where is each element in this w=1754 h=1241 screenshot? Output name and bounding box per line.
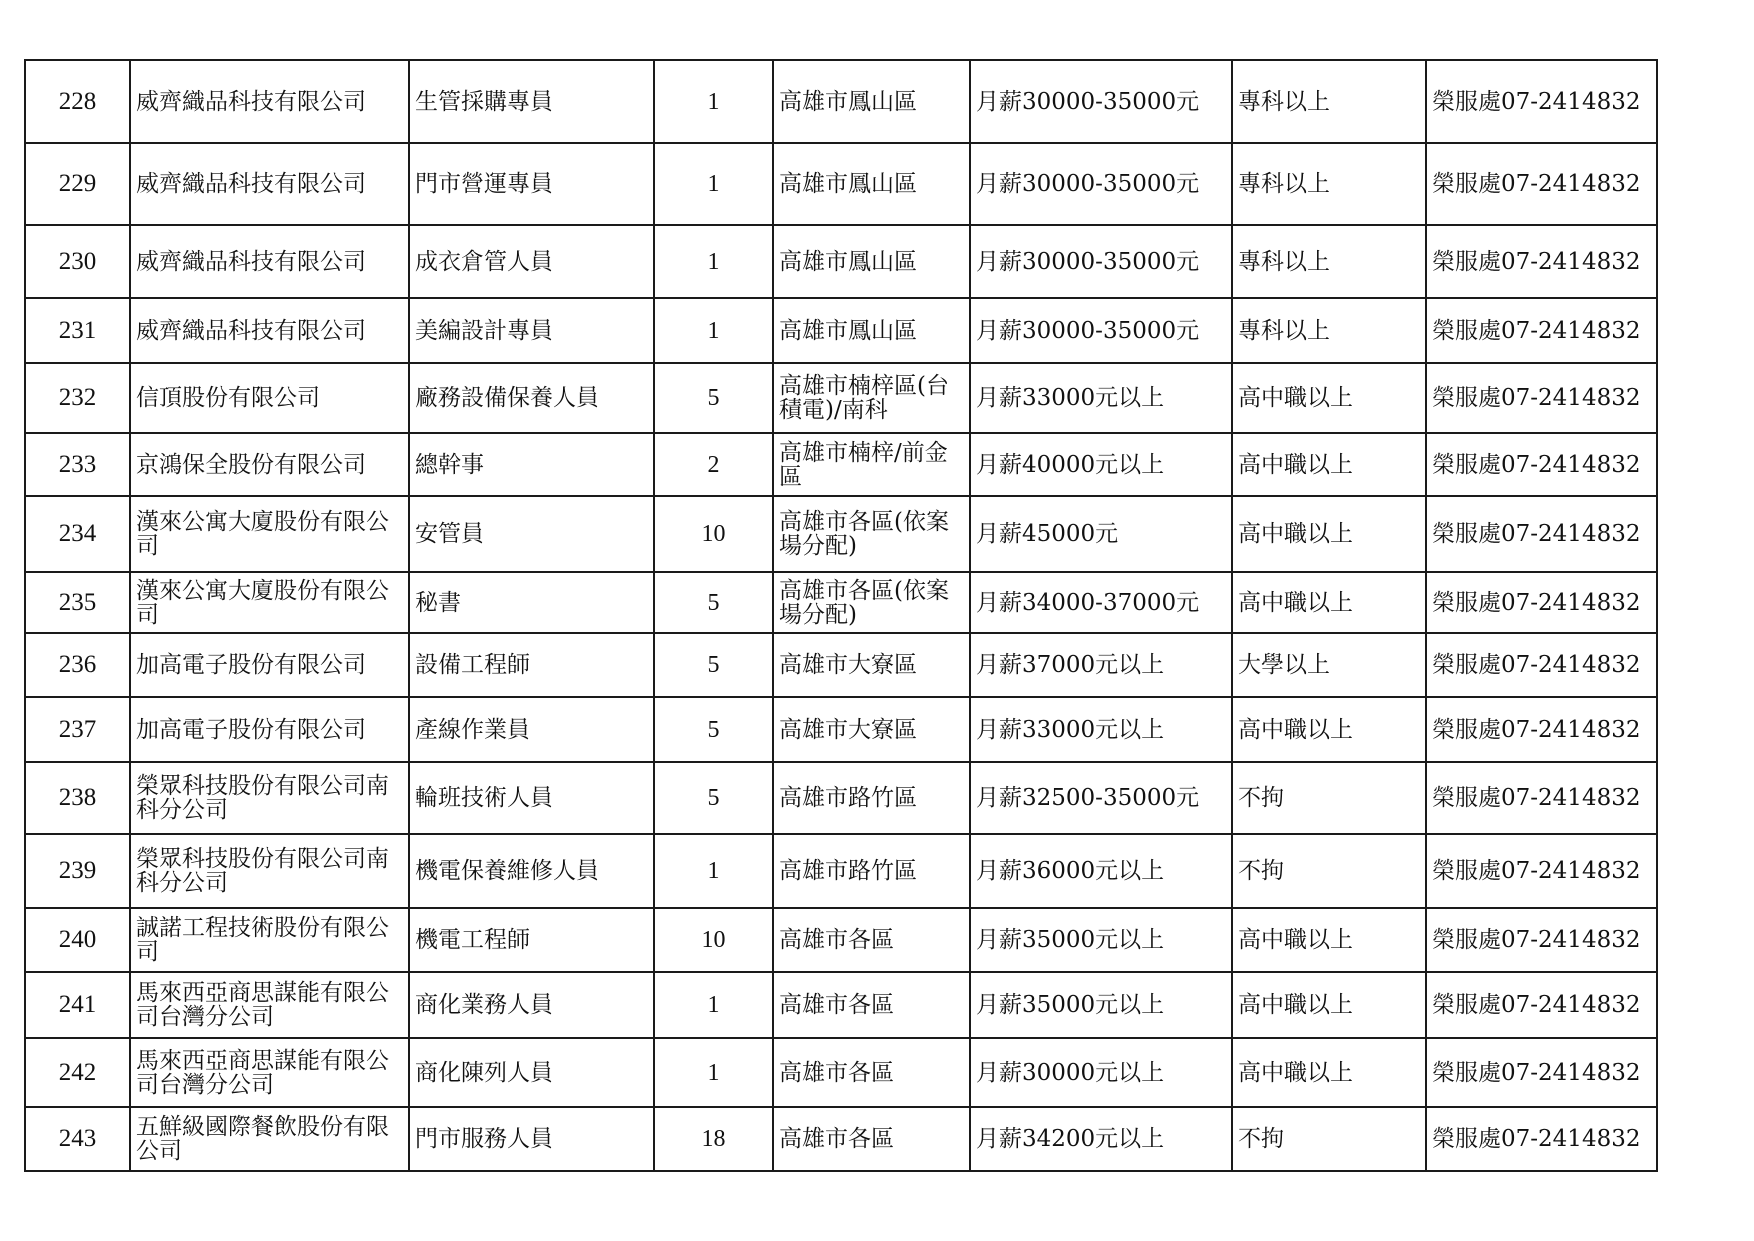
table-row — [25, 1107, 1657, 1171]
education-requirement: 專科以上 — [1232, 225, 1426, 298]
salary: 月薪37000元以上 — [970, 633, 1232, 697]
education-requirement: 專科以上 — [1232, 60, 1426, 143]
headcount: 5 — [654, 572, 773, 633]
salary: 月薪32500-35000元 — [970, 762, 1232, 834]
job-title: 成衣倉管人員 — [409, 225, 654, 298]
contact-info: 榮服處07-2414832 — [1426, 1107, 1657, 1171]
contact-info: 榮服處07-2414832 — [1426, 496, 1657, 572]
job-title: 總幹事 — [409, 433, 654, 496]
row-number: 239 — [25, 834, 130, 908]
headcount: 5 — [654, 762, 773, 834]
salary: 月薪30000元以上 — [970, 1038, 1232, 1107]
job-title: 機電工程師 — [409, 908, 654, 972]
company-name: 威齊織品科技有限公司 — [130, 60, 409, 143]
salary: 月薪36000元以上 — [970, 834, 1232, 908]
row-number: 232 — [25, 363, 130, 433]
job-title: 設備工程師 — [409, 633, 654, 697]
education-requirement: 高中職以上 — [1232, 1038, 1426, 1107]
job-title: 商化陳列人員 — [409, 1038, 654, 1107]
contact-info: 榮服處07-2414832 — [1426, 225, 1657, 298]
contact-info: 榮服處07-2414832 — [1426, 697, 1657, 762]
work-location: 高雄市大寮區 — [773, 633, 970, 697]
headcount: 1 — [654, 298, 773, 363]
table-row — [25, 1038, 1657, 1107]
education-requirement: 高中職以上 — [1232, 972, 1426, 1038]
headcount: 5 — [654, 363, 773, 433]
headcount: 2 — [654, 433, 773, 496]
contact-info: 榮服處07-2414832 — [1426, 572, 1657, 633]
contact-info: 榮服處07-2414832 — [1426, 433, 1657, 496]
salary: 月薪40000元以上 — [970, 433, 1232, 496]
education-requirement: 不拘 — [1232, 762, 1426, 834]
table-row — [25, 908, 1657, 972]
contact-info: 榮服處07-2414832 — [1426, 363, 1657, 433]
company-name: 榮眾科技股份有限公司南科分公司 — [130, 834, 409, 908]
company-name: 榮眾科技股份有限公司南科分公司 — [130, 762, 409, 834]
education-requirement: 高中職以上 — [1232, 496, 1426, 572]
row-number: 228 — [25, 60, 130, 143]
headcount: 10 — [654, 496, 773, 572]
row-number: 235 — [25, 572, 130, 633]
table-row — [25, 298, 1657, 363]
table-row — [25, 762, 1657, 834]
work-location: 高雄市各區 — [773, 1107, 970, 1171]
headcount: 10 — [654, 908, 773, 972]
row-number: 242 — [25, 1038, 130, 1107]
salary: 月薪35000元以上 — [970, 972, 1232, 1038]
job-title: 廠務設備保養人員 — [409, 363, 654, 433]
table-row — [25, 697, 1657, 762]
job-title: 美編設計專員 — [409, 298, 654, 363]
job-title: 產線作業員 — [409, 697, 654, 762]
work-location: 高雄市路竹區 — [773, 762, 970, 834]
table-row — [25, 143, 1657, 225]
job-title: 輪班技術人員 — [409, 762, 654, 834]
job-title: 商化業務人員 — [409, 972, 654, 1038]
contact-info: 榮服處07-2414832 — [1426, 298, 1657, 363]
company-name: 威齊織品科技有限公司 — [130, 298, 409, 363]
education-requirement: 專科以上 — [1232, 143, 1426, 225]
headcount: 1 — [654, 60, 773, 143]
education-requirement: 高中職以上 — [1232, 908, 1426, 972]
contact-info: 榮服處07-2414832 — [1426, 834, 1657, 908]
company-name: 馬來西亞商思謀能有限公司台灣分公司 — [130, 972, 409, 1038]
row-number: 240 — [25, 908, 130, 972]
work-location: 高雄市鳳山區 — [773, 298, 970, 363]
job-title: 門市服務人員 — [409, 1107, 654, 1171]
company-name: 馬來西亞商思謀能有限公司台灣分公司 — [130, 1038, 409, 1107]
company-name: 信頂股份有限公司 — [130, 363, 409, 433]
job-title: 門市營運專員 — [409, 143, 654, 225]
contact-info: 榮服處07-2414832 — [1426, 972, 1657, 1038]
headcount: 1 — [654, 143, 773, 225]
contact-info: 榮服處07-2414832 — [1426, 1038, 1657, 1107]
row-number: 237 — [25, 697, 130, 762]
row-number: 243 — [25, 1107, 130, 1171]
education-requirement: 不拘 — [1232, 1107, 1426, 1171]
row-number: 241 — [25, 972, 130, 1038]
salary: 月薪30000-35000元 — [970, 225, 1232, 298]
job-listing-table — [24, 59, 1658, 1172]
company-name: 威齊織品科技有限公司 — [130, 143, 409, 225]
company-name: 加高電子股份有限公司 — [130, 697, 409, 762]
work-location: 高雄市鳳山區 — [773, 225, 970, 298]
work-location: 高雄市大寮區 — [773, 697, 970, 762]
work-location: 高雄市路竹區 — [773, 834, 970, 908]
education-requirement: 高中職以上 — [1232, 572, 1426, 633]
company-name: 五鮮級國際餐飲股份有限公司 — [130, 1107, 409, 1171]
row-number: 238 — [25, 762, 130, 834]
job-title: 生管採購專員 — [409, 60, 654, 143]
job-title: 安管員 — [409, 496, 654, 572]
education-requirement: 高中職以上 — [1232, 433, 1426, 496]
row-number: 229 — [25, 143, 130, 225]
education-requirement: 大學以上 — [1232, 633, 1426, 697]
contact-info: 榮服處07-2414832 — [1426, 143, 1657, 225]
table-row — [25, 225, 1657, 298]
salary: 月薪45000元 — [970, 496, 1232, 572]
table-row — [25, 834, 1657, 908]
table-row — [25, 572, 1657, 633]
work-location: 高雄市鳳山區 — [773, 60, 970, 143]
headcount: 18 — [654, 1107, 773, 1171]
table-row — [25, 496, 1657, 572]
work-location: 高雄市楠梓/前金區 — [773, 433, 970, 496]
education-requirement: 高中職以上 — [1232, 363, 1426, 433]
salary: 月薪30000-35000元 — [970, 143, 1232, 225]
work-location: 高雄市楠梓區(台積電)/南科 — [773, 363, 970, 433]
work-location: 高雄市各區 — [773, 972, 970, 1038]
headcount: 5 — [654, 697, 773, 762]
work-location: 高雄市各區 — [773, 1038, 970, 1107]
company-name: 漢來公寓大廈股份有限公司 — [130, 572, 409, 633]
salary: 月薪35000元以上 — [970, 908, 1232, 972]
contact-info: 榮服處07-2414832 — [1426, 633, 1657, 697]
work-location: 高雄市鳳山區 — [773, 143, 970, 225]
salary: 月薪33000元以上 — [970, 697, 1232, 762]
company-name: 漢來公寓大廈股份有限公司 — [130, 496, 409, 572]
contact-info: 榮服處07-2414832 — [1426, 908, 1657, 972]
row-number: 233 — [25, 433, 130, 496]
row-number: 236 — [25, 633, 130, 697]
salary: 月薪30000-35000元 — [970, 60, 1232, 143]
education-requirement: 不拘 — [1232, 834, 1426, 908]
table-row — [25, 60, 1657, 143]
education-requirement: 高中職以上 — [1232, 697, 1426, 762]
headcount: 1 — [654, 972, 773, 1038]
salary: 月薪30000-35000元 — [970, 298, 1232, 363]
row-number: 230 — [25, 225, 130, 298]
contact-info: 榮服處07-2414832 — [1426, 762, 1657, 834]
table-row — [25, 363, 1657, 433]
company-name: 京鴻保全股份有限公司 — [130, 433, 409, 496]
table-row — [25, 633, 1657, 697]
headcount: 1 — [654, 1038, 773, 1107]
job-listing-body — [25, 60, 1657, 1171]
work-location: 高雄市各區(依案場分配) — [773, 572, 970, 633]
company-name: 加高電子股份有限公司 — [130, 633, 409, 697]
company-name: 威齊織品科技有限公司 — [130, 225, 409, 298]
row-number: 231 — [25, 298, 130, 363]
job-title: 秘書 — [409, 572, 654, 633]
work-location: 高雄市各區 — [773, 908, 970, 972]
headcount: 5 — [654, 633, 773, 697]
row-number: 234 — [25, 496, 130, 572]
headcount: 1 — [654, 225, 773, 298]
table-row — [25, 972, 1657, 1038]
company-name: 誠諾工程技術股份有限公司 — [130, 908, 409, 972]
work-location: 高雄市各區(依案場分配) — [773, 496, 970, 572]
job-title: 機電保養維修人員 — [409, 834, 654, 908]
headcount: 1 — [654, 834, 773, 908]
table-row — [25, 433, 1657, 496]
salary: 月薪34000-37000元 — [970, 572, 1232, 633]
contact-info: 榮服處07-2414832 — [1426, 60, 1657, 143]
education-requirement: 專科以上 — [1232, 298, 1426, 363]
salary: 月薪33000元以上 — [970, 363, 1232, 433]
salary: 月薪34200元以上 — [970, 1107, 1232, 1171]
